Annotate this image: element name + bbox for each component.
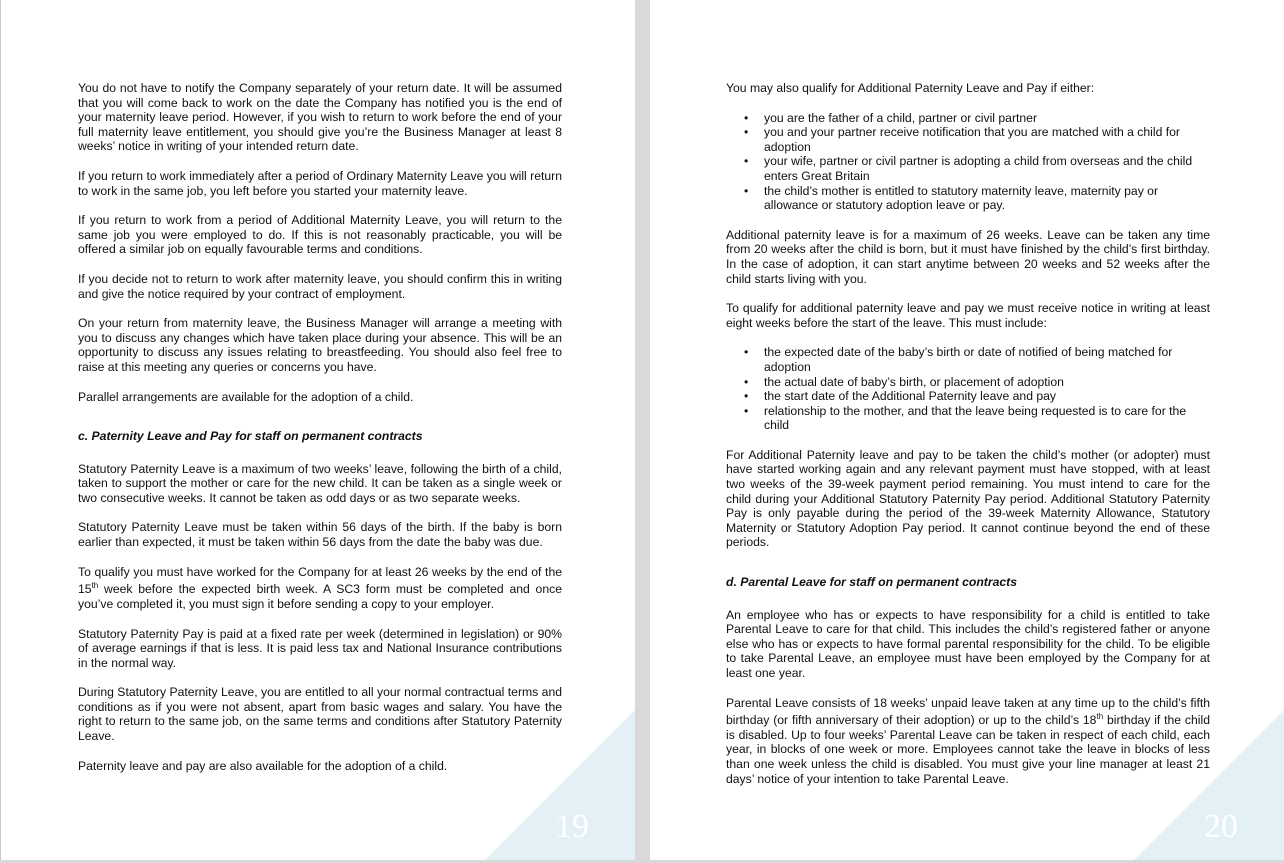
- paragraph: If you return to work from a period of Additional Maternity Leave, you will return to the same job you were employed to do. If this is not reasonably practicable, you will be offered a similar job on equally favourable terms and conditions.: [78, 213, 562, 257]
- paragraph: On your return from maternity leave, the Business Manager will arrange a meeting with you to discuss any changes which have taken place during your absence. This will be an opportunity to discuss any issues relating to breastfeeding. You should also feel free to raise at this meeting any queries or concerns you have.: [78, 316, 562, 374]
- list-item: • the expected date of the baby’s birth or date of notified of being matched for adoption: [764, 345, 1210, 374]
- paragraph: Parallel arrangements are available for the adoption of a child.: [78, 389, 414, 404]
- text: week before the expected birth week. A SC3 form must be completed and once you’ve completed it, you must sign it before sending a copy to your employer.: [78, 582, 562, 611]
- page-number: 19: [555, 808, 589, 845]
- paragraph: For Additional Paternity leave and pay to be taken the child’s mother (or adopter) must have started working again and any relevant payment must have stopped, with at least two weeks of the 39-week payment period remaining. You must intend to care for the child during your Additional Statutory Paternity Pay period. Additional Statutory Paternity Pay is only payable during the period of the 39-week Maternity Allowance, Statutory Maternity or Statutory Adoption Pay period. It cannot continue beyond the end of these periods.: [726, 447, 1210, 550]
- paragraph: You do not have to notify the Company separately of your return date. It will be assumed that you will come back to work on the date the Company has notified you is the end of your maternity leave period. However, if you wish to return to work before the end of your full maternity leave entitlement, you should give you’re the Business Manager at least 8 weeks’ notice in writing of your intended return date.: [78, 81, 562, 154]
- list-item: • the start date of the Additional Paternity leave and pay: [764, 389, 1210, 404]
- page-gap: [635, 0, 649, 863]
- section-heading-c: c. Paternity Leave and Pay for staff on permanent contracts: [78, 429, 423, 444]
- text: birthday if the child is disabled. Up to four weeks’ Parental Leave can be taken in respect of each child, each year, in blocks of one week or more. Employees cannot take the leave in blocks of less than one week unless the child is disabled. You must give your line manager at least 21 days’ notice of your intention to take Parental Leave.: [726, 713, 1210, 786]
- paragraph: To qualify for additional paternity leave and pay we must receive notice in writing at least eight weeks before the start of the leave. This must include:: [726, 301, 1210, 330]
- list-item: • the child’s mother is entitled to statutory maternity leave, maternity pay or allowance or statutory adoption leave or pay.: [764, 184, 1210, 213]
- paragraph: Additional paternity leave is for a maximum of 26 weeks. Leave can be taken any time from 20 weeks after the child is born, but it must have finished by the child’s first birthday. In the case of adoption, it can start anytime between 20 weeks and 52 weeks after the child starts living with you.: [726, 227, 1210, 286]
- paragraph: Paternity leave and pay are also available for the adoption of a child.: [78, 758, 448, 773]
- paragraph: Statutory Paternity Leave must be taken within 56 days of the birth. If the baby is born earlier than expected, it must be taken within 56 days from the date the baby was due.: [78, 520, 562, 550]
- paragraph-qualify: [78, 565, 562, 612]
- text: To qualify you must have worked for the Company for at least 26 weeks by the end of the 15: [78, 564, 562, 597]
- list-item: • relationship to the mother, and that the leave being requested is to care for the child: [764, 404, 1210, 433]
- superscript: th: [91, 581, 99, 591]
- list-item: • the actual date of baby’s birth, or placement of adoption: [764, 375, 1210, 390]
- list-item: • you are the father of a child, partner or civil partner: [764, 111, 1210, 126]
- paragraph: If you return to work immediately after a period of Ordinary Maternity Leave you will return to work in the same job, you left before you started your maternity leave.: [78, 168, 562, 198]
- paragraph: Statutory Paternity Leave is a maximum of two weeks’ leave, following the birth of a child, taken to support the mother or care for the new child. It can be taken as a single week or two consecutive weeks. It cannot be taken as odd days or as two separate weeks.: [78, 461, 562, 505]
- page-20-body: [726, 81, 1210, 801]
- paragraph-intro: You may also qualify for Additional Paternity Leave and Pay if either:: [726, 81, 1095, 95]
- list-item: • you and your partner receive notification that you are matched with a child for adoption: [764, 125, 1210, 154]
- page-19-body: [78, 81, 562, 788]
- bullet-list-notice: [726, 345, 1210, 433]
- paragraph: If you decide not to return to work after maternity leave, you should confirm this in writing and give the notice required by your contract of employment.: [78, 271, 562, 301]
- document-page-20: [650, 0, 1284, 860]
- paragraph: Statutory Paternity Pay is paid at a fixed rate per week (determined in legislation) or 90% of average earnings if that is less. It is paid less tax and National Insurance contributions in the normal way.: [78, 626, 562, 670]
- superscript: th: [1096, 712, 1104, 722]
- paragraph: During Statutory Paternity Leave, you are entitled to all your normal contractual terms and conditions as if you were not absent, apart from basic wages and salary. You have the right to return to the same job, on the same terms and conditions after Statutory Paternity Leave.: [78, 685, 562, 744]
- page-number: 20: [1204, 808, 1238, 845]
- text: Parental Leave consists of 18 weeks’ unpaid leave taken at any time up to the child’s fifth birthday (or fifth anniversary of their adoption) or up to the child’s 18: [726, 695, 1210, 728]
- bullet-list-qualify: [726, 111, 1210, 213]
- list-item: • your wife, partner or civil partner is adopting a child from overseas and the child enters Great Britain: [764, 154, 1210, 183]
- section-heading-d: d. Parental Leave for staff on permanent contracts: [726, 575, 1018, 590]
- paragraph: An employee who has or expects to have responsibility for a child is entitled to take Parental Leave to care for that child. This includes the child’s registered father or anyone else who has or expects to have formal parental responsibility for the child. To be eligible to take Parental Leave, an employee must have been employed by the Company for at least one year.: [726, 607, 1210, 680]
- document-page-19: [0, 0, 635, 860]
